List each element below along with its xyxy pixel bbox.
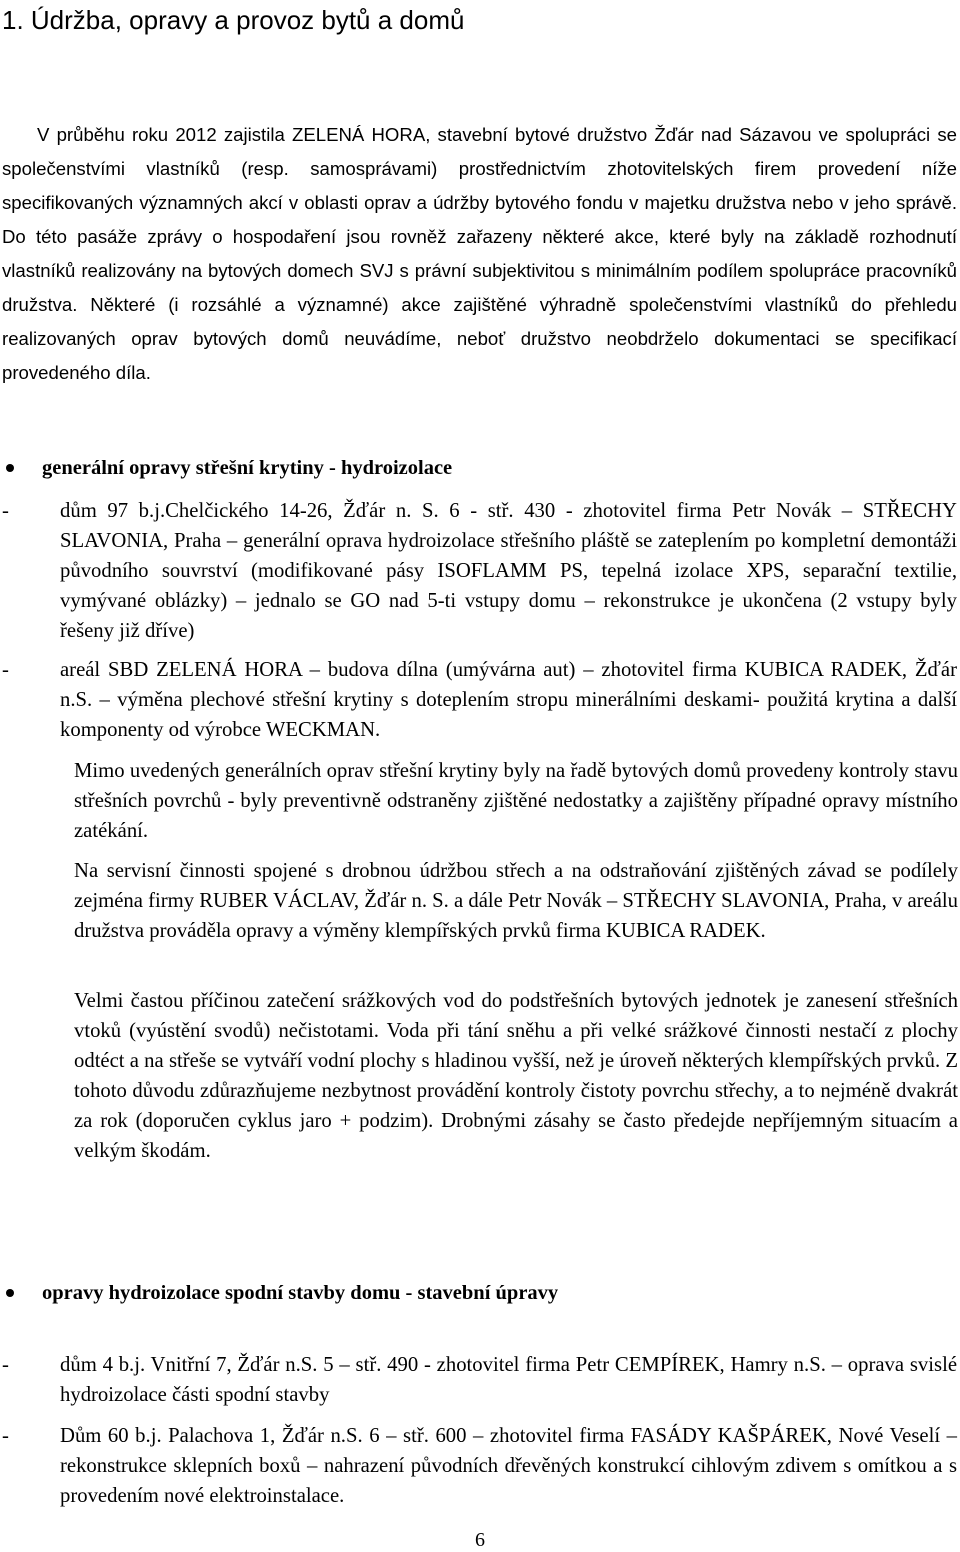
bullet-title: generální opravy střešní krytiny - hydroizolace: [42, 457, 453, 479]
list-item-text: dům 4 b.j. Vnitřní 7, Žďár n.S. 5 – stř. 490 - zhotovitel firma Petr CEMPÍREK, Hamry n.S. – oprava svislé hydroizolace části spodní stavby: [60, 1354, 957, 1406]
bullet-icon: [6, 464, 14, 472]
list-item-text: dům 97 b.j.Chelčického 14-26, Žďár n. S. 6 - stř. 430 - zhotovitel firma Petr Novák – STŘECHY SLAVONIA, Praha – generální oprava hydroizolace střešního pláště se zateplením po kompletní demontáži původního souvrství (modifikované pásy ISOFLAMM PS, tepelná izolace XPS, separační textilie, vymývané oblázky) – jednalo se GO nad 5-ti vstupy domu – rekonstrukce je ukončena (2 vstupy byly řešeny již dříve): [60, 500, 957, 642]
bullet-icon: [6, 1289, 14, 1297]
bullet-item-roofing: [2, 456, 453, 480]
list-item-text: Dům 60 b.j. Palachova 1, Žďár n.S. 6 – stř. 600 – zhotovitel firma FASÁDY KAŠPÁREK, Nové Veselí – rekonstrukce sklepních boxů – nahrazení původních dřevěných konstrukcí cihlovým zdivem s omítkou a s provedením nové elektroinstalace.: [60, 1425, 957, 1507]
bullet-title: opravy hydroizolace spodní stavby domu - stavební úpravy: [42, 1282, 559, 1304]
intro-text: V průběhu roku 2012 zajistila ZELENÁ HORA, stavební bytové družstvo Žďár nad Sázavou ve spolupráci se společenstvími vlastníků (resp. samosprávami) prostřednictvím zhotovitelských firem provedení níže specifikovaných významných akcí v oblasti oprav a údržby bytového fondu v majetku družstva nebo v jeho správě. Do této pasáže zprávy o hospodaření jsou rovněž zařazeny některé akce, které byly na základě rozhodnutí vlastníků realizovány na bytových domech SVJ s právní subjektivitou s minimálním podílem spolupráce pracovníků družstva. Některé (i rozsáhlé a významné) akce zajištěné výhradně společenstvími vlastníků do přehledu realizovaných oprav bytových domů neuvádíme, neboť družstvo neobdrželo dokumentaci se specifikací provedeného díla.: [2, 124, 957, 383]
list-item-text: areál SBD ZELENÁ HORA – budova dílna (umývárna aut) – zhotovitel firma KUBICA RADEK, Žďár n.S. – výměna plechové střešní krytiny s doteplením stropu minerálními deskami- použitá krytina a další komponenty od výrobce WECKMAN.: [60, 659, 957, 741]
page-number: 6: [475, 1529, 485, 1551]
paragraph-service: Na servisní činnosti spojené s drobnou údržbou střech a na odstraňování zjištěných závad se podílely zejména firmy RUBER VÁCLAV, Žďár n. S. a dále Petr Novák – STŘECHY SLAVONIA, Praha, v areálu družstva prováděla opravy a výměny klempířských prvků firma KUBICA RADEK.: [74, 860, 958, 942]
section-heading: 1. Údržba, opravy a provoz bytů a domů: [2, 5, 465, 35]
list-dash: -: [2, 500, 9, 522]
list-dash: -: [2, 659, 9, 681]
bullet-item-foundation: [2, 1281, 559, 1305]
paragraph-drainage: Velmi častou příčinou zatečení srážkových vod do podstřešních bytových jednotek je zanesení střešních vtoků (vyústění svodů) nečistotami. Voda při tání sněhu a při velké srážkové činnosti nestačí z plochy odtéct a na střeše se vytváří vodní plochy s hladinou vyšší, než je úroveň některých klempířských prvků. Z tohoto důvodu zdůrazňujeme nezbytnost provádění kontroly čistoty povrchu střechy, a to nejméně dvakrát za rok (doporučen cyklus jaro + podzim). Drobnými zásahy se často předejde nepříjemným situacím a velkým škodám.: [74, 990, 958, 1162]
intro-paragraph: [2, 118, 957, 390]
paragraph-inspections: Mimo uvedených generálních oprav střešní krytiny byly na řadě bytových domů provedeny kontroly stavu střešních povrchů - byly preventivně odstraněny zjištěné nedostatky a zajištěny případné opravy místního zatékání.: [74, 760, 958, 842]
list-dash: -: [2, 1354, 9, 1376]
list-dash: -: [2, 1425, 9, 1447]
